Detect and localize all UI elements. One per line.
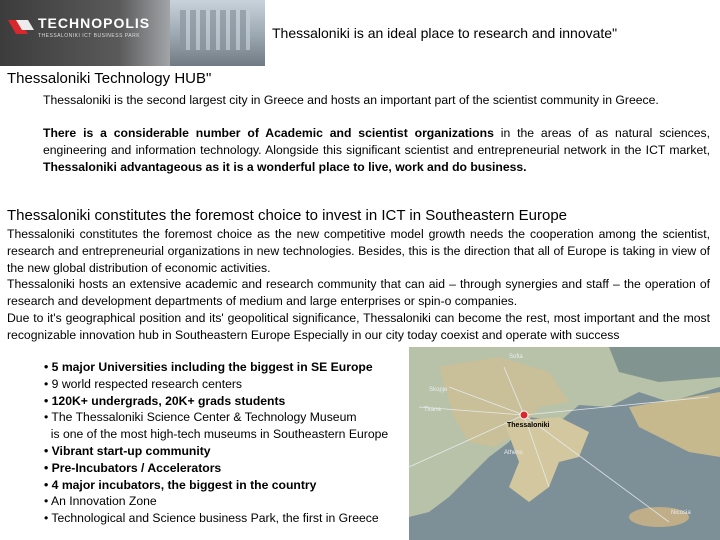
header-title: Thessaloniki is an ideal place to research and innovate" (272, 25, 618, 41)
list-item: is one of the most high-tech museums in Southeastern Europe (44, 427, 389, 442)
section1-bold-advantage: Thessaloniki advantageous as it is a wonderful place to live, work and do business. (43, 159, 527, 174)
section2-para3: Due to it's geographical position and its' geopolitical significance, Thessaloniki can become the rest, most important and the most recognizable innovation hub in Southeastern Europe Especially in our city today coexist and operate with success (7, 311, 710, 342)
logo-text: TECHNOPOLIS (38, 15, 151, 31)
logo-subtext: THESSALONIKI ICT BUSINESS PARK (38, 33, 141, 39)
section1-bold-academic: There is a considerable number of Academic and scientist organizations (43, 126, 494, 140)
list-item: • 9 world respected research centers (44, 376, 243, 391)
list-item: • Vibrant start-up community (44, 443, 211, 458)
map-label-skopje: Skopje (429, 387, 448, 393)
bullet-list (44, 359, 424, 527)
list-item: • An Innovation Zone (44, 494, 157, 509)
technopolis-logo-icon (8, 18, 34, 36)
list-item: • Technological and Science business Park, the first in Greece (44, 511, 379, 526)
map-label-sofia: Sofia (509, 354, 523, 360)
header-banner (0, 0, 265, 66)
list-item: • Pre-Incubators / Accelerators (44, 460, 222, 475)
list-item: • 120K+ undergrads, 20K+ grads students (44, 393, 286, 408)
list-item: • 4 major incubators, the biggest in the country (44, 477, 317, 492)
section1-text: in the areas of as natural sciences, engineering and information technology. Alongside this significant scientist and entrepreneurial network in the ICT market, (43, 126, 710, 157)
section1-body (43, 125, 710, 175)
section2-para2: Thessaloniki hosts an extensive academic and research community that can aid – through synergies and staff – the operation of research and development departments of medium and large enterprises or spin-o companies. (7, 277, 710, 308)
banner-building-image (170, 0, 265, 66)
map-label-nicosia: Nicosia (671, 510, 691, 516)
list-item: • 5 major Universities including the biggest in SE Europe (44, 360, 373, 374)
list-item: • The Thessaloniki Science Center & Technology Museum (44, 410, 357, 425)
section2-para1: Thessaloniki constitutes the foremost choice as the new competitive model growth needs the cooperation among the scientist, research and entrepreneurial organizations in new technologies. Besides, this is the direction that all of Europe is taking in view of the new global distribution of economic activities. (7, 227, 710, 275)
map-label-athens: Athens (504, 450, 523, 456)
section-title-technology-hub: Thessaloniki Technology HUB" (7, 70, 212, 87)
section-title-foremost-choice: Thessaloniki constitutes the foremost choice to invest in ICT in Southeastern Europe (7, 207, 568, 224)
southeast-europe-map-image (409, 347, 720, 540)
map-label-thessaloniki: Thessaloniki (507, 422, 550, 429)
map-label-tirana: Tirana (424, 407, 441, 413)
section1-intro: Thessaloniki is the second largest city in Greece and hosts an important part of the scientist community in Greece. (43, 93, 659, 107)
